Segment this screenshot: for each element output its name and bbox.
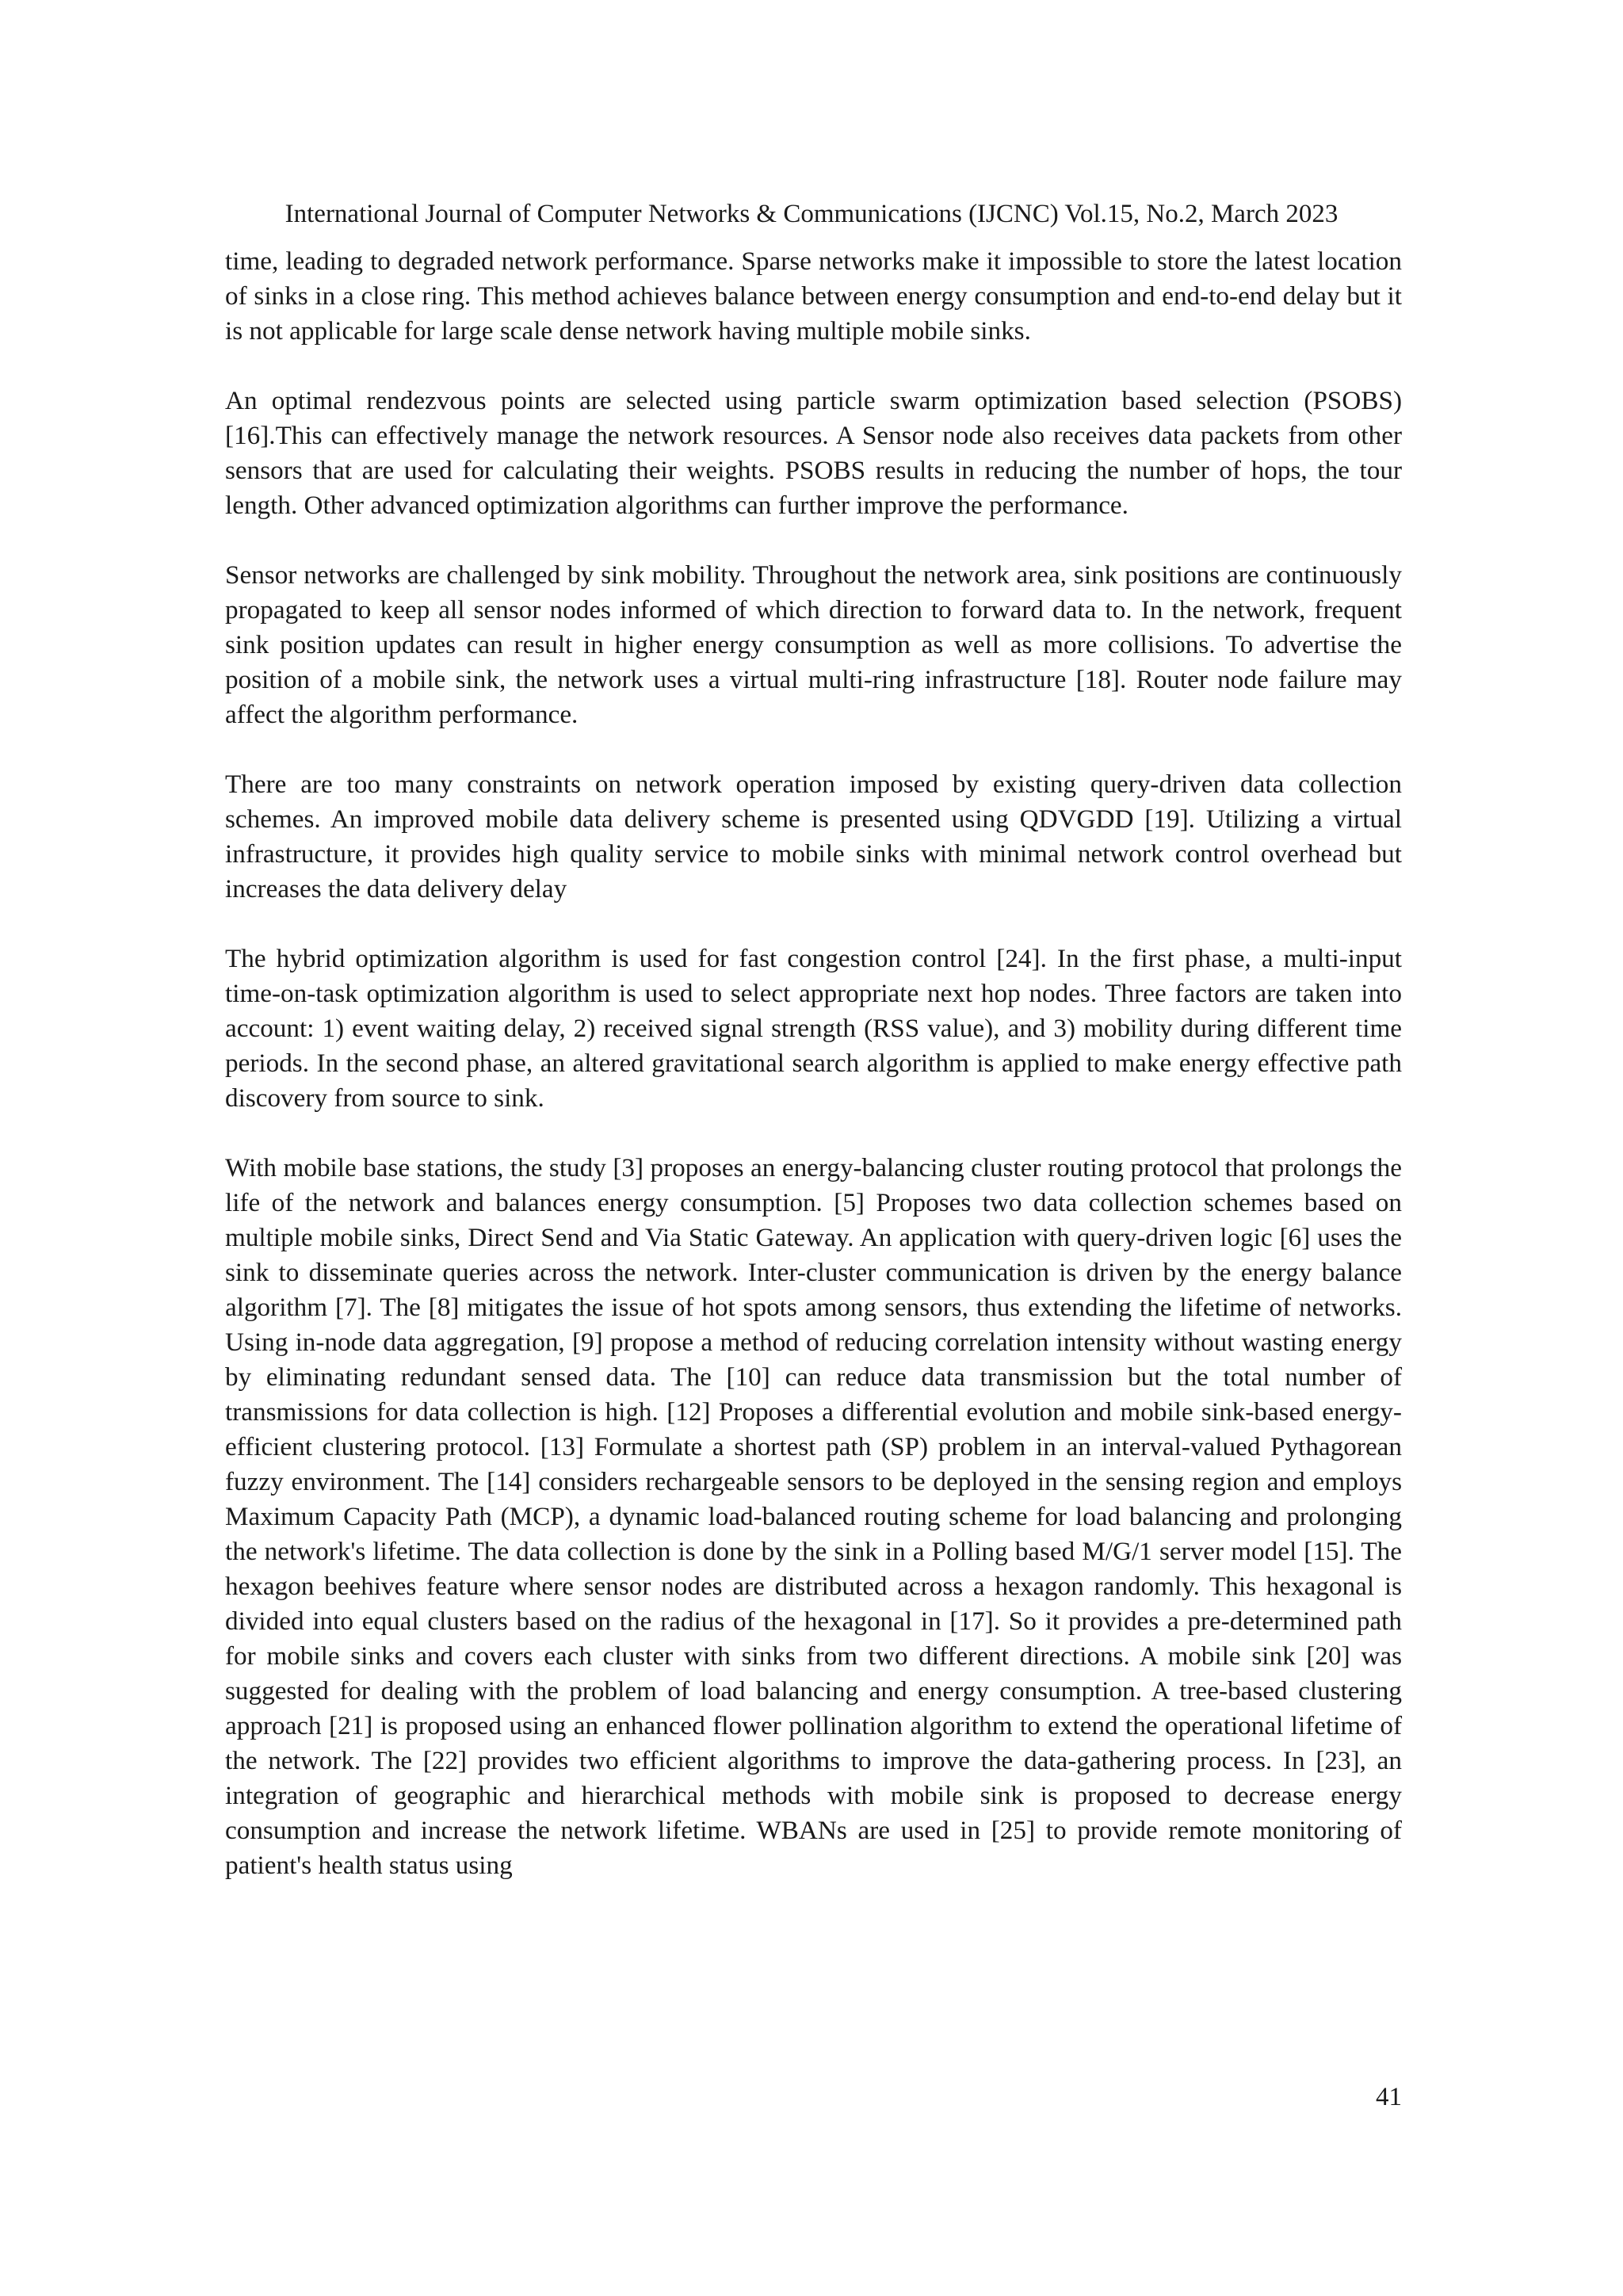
page-number: 41 xyxy=(1376,2083,1402,2111)
paragraph-related-work-survey: With mobile base stations, the study [3] proposes an energy-balancing cluster routing protocol that prolongs the life of the network and balances energy consumption. [5] Proposes two data collection schemes based on multiple mobile sinks, Direct Send and Via Static Gateway. An application with query-driven logic [6] uses the sink to disseminate queries across the network. Inter-cluster communication is driven by the energy balance algorithm [7]. The [8] mitigates the issue of hot spots among sensors, thus extending the lifetime of networks. Using in-node data aggregation, [9] propose a method of reducing correlation intensity without wasting energy by eliminating redundant sensed data. The [10] can reduce data transmission but the total number of transmissions for data collection is high. [12] Proposes a differential evolution and mobile sink-based energy-efficient clustering protocol. [13] Formulate a shortest path (SP) problem in an interval-valued Pythagorean fuzzy environment. The [14] considers rechargeable sensors to be deployed in the sensing region and employs Maximum Capacity Path (MCP), a dynamic load-balanced routing scheme for load balancing and prolonging the network's lifetime. The data collection is done by the sink in a Polling based M/G/1 server model [15]. The hexagon beehives feature where sensor nodes are distributed across a hexagon randomly. This hexagonal is divided into equal clusters based on the radius of the hexagonal in [17]. So it provides a pre-determined path for mobile sinks and covers each cluster with sinks from two different directions. A mobile sink [20] was suggested for dealing with the problem of load balancing and energy consumption. A tree-based clustering approach [21] is proposed using an enhanced flower pollination algorithm to extend the operational lifetime of the network. The [22] provides two efficient algorithms to improve the data-gathering process. In [23], an integration of geographic and hierarchical methods with mobile sink is proposed to decrease energy consumption and increase the network lifetime. WBANs are used in [25] to provide remote monitoring of patient's health status using xyxy=(225,1153,1402,1880)
body-text xyxy=(225,244,1402,1918)
paragraph-hybrid-optimization: The hybrid optimization algorithm is used for fast congestion control [24]. In the first phase, a multi-input time-on-task optimization algorithm is used to select appropriate next hop nodes. Three factors are taken into account: 1) event waiting delay, 2) received signal strength (RSS value), and 3) mobility during different time periods. In the second phase, an altered gravitational search algorithm is applied to make energy effective path discovery from source to sink. xyxy=(225,944,1402,1113)
journal-running-header: International Journal of Computer Networks & Communications (IJCNC) Vol.15, No.2, March 2023 xyxy=(285,200,1338,228)
paragraph-continuation-degraded-performance: time, leading to degraded network performance. Sparse networks make it impossible to store the latest location of sinks in a close ring. This method achieves balance between energy consumption and end-to-end delay but it is not applicable for large scale dense network having multiple mobile sinks. xyxy=(225,246,1402,346)
paragraph-qdvgdd: There are too many constraints on network operation imposed by existing query-driven data collection schemes. An improved mobile data delivery scheme is presented using QDVGDD [19]. Utilizing a virtual infrastructure, it provides high quality service to mobile sinks with minimal network control overhead but increases the data delivery delay xyxy=(225,770,1402,904)
paragraph-psobs-rendezvous: An optimal rendezvous points are selected using particle swarm optimization based selection (PSOBS) [16].This can effectively manage the network resources. A Sensor node also receives data packets from other sensors that are used for calculating their weights. PSOBS results in reducing the number of hops, the tour length. Other advanced optimization algorithms can further improve the performance. xyxy=(225,386,1402,520)
paragraph-sink-mobility: Sensor networks are challenged by sink mobility. Throughout the network area, sink positions are continuously propagated to keep all sensor nodes informed of which direction to forward data to. In the network, frequent sink position updates can result in higher energy consumption as well as more collisions. To advertise the position of a mobile sink, the network uses a virtual multi-ring infrastructure [18]. Router node failure may affect the algorithm performance. xyxy=(225,560,1402,729)
